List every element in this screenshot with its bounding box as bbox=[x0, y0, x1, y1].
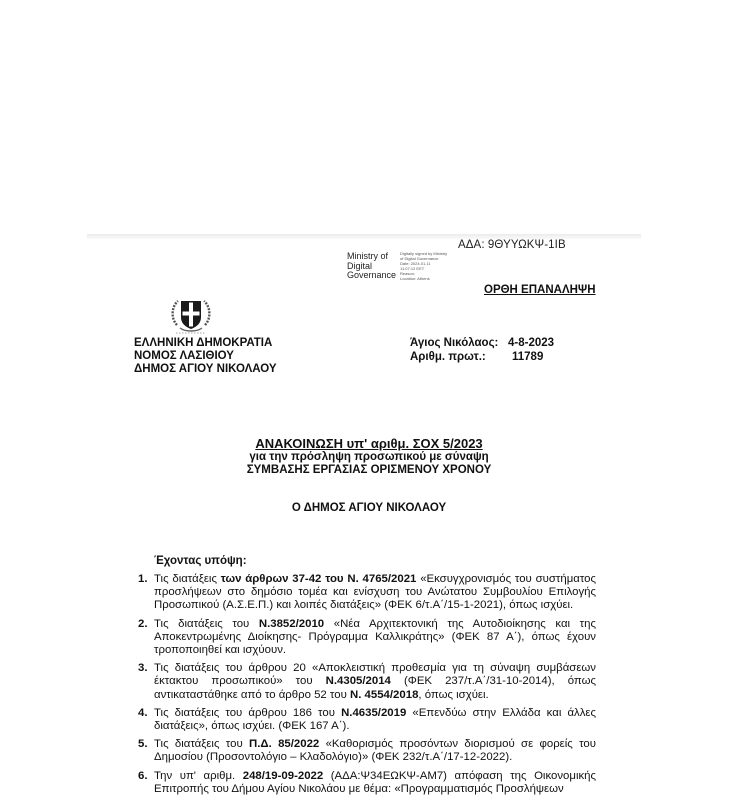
provision-text: Τις διατάξεις του bbox=[154, 617, 259, 630]
announcement-subtitle: ΣΥΜΒΑΣΗΣ ΕΡΓΑΣΙΑΣ ΟΡΙΣΜΕΝΟΥ ΧΡΟΝΟΥ bbox=[246, 463, 492, 476]
provision-number: 3. bbox=[138, 662, 148, 675]
signature-org-line: Governance bbox=[347, 270, 397, 280]
provision-number: 1. bbox=[138, 573, 148, 585]
considering-heading: Έχοντας υπόψη: bbox=[154, 555, 247, 567]
provision-item bbox=[138, 738, 596, 764]
issuer-block bbox=[134, 337, 277, 376]
announcement-heading bbox=[134, 436, 604, 476]
signature-meta-line: Digitally signed by Ministry bbox=[400, 251, 448, 256]
provision-item bbox=[138, 707, 596, 733]
provision-number: 5. bbox=[138, 738, 148, 751]
announcement-subtitle: για την πρόσληψη προσωπικού με σύναψη bbox=[249, 451, 489, 463]
signature-meta-line: Location: Athens bbox=[400, 276, 430, 281]
provision-text: (ΑΔΑ:Ψ34ΕΩΚΨ-ΑΜ7) απόφαση της Οικονομικής Επιτροπής του Δήμου Αγίου Νικολάου με θέμα: «Προγραμματισμός Προσλήψεων bbox=[154, 769, 596, 795]
provisions-list bbox=[138, 573, 596, 801]
issuer-line: ΝΟΜΟΣ ΛΑΣΙΘΙΟΥ bbox=[134, 350, 234, 362]
provision-item bbox=[138, 662, 596, 702]
provision-law-ref: Ν. 4554/2018 bbox=[350, 688, 419, 701]
provision-number: 4. bbox=[138, 706, 148, 719]
signature-meta-line: 11:07:12 EET bbox=[400, 266, 425, 271]
provision-law-ref: Ν.3852/2010 bbox=[258, 617, 325, 630]
provision-law-ref: Ν.4635/2019 bbox=[341, 706, 407, 719]
provision-text: «Καθορισμός προσόντων διορισμού σε φορείς του Δημοσίου (Προσοντολόγιο – Κλαδολόγιο)» (ΦΕΚ 232/τ.Α΄/17-12-2022). bbox=[154, 738, 596, 764]
signature-organization bbox=[347, 252, 396, 281]
place-label: Άγιος Νικόλαος: bbox=[410, 337, 499, 349]
provision-text: , όπως ισχύει. bbox=[418, 688, 489, 701]
document-date: 4-8-2023 bbox=[508, 337, 555, 349]
signature-meta-line: Reason: bbox=[400, 271, 415, 276]
place-date-block bbox=[410, 337, 554, 364]
provision-item bbox=[138, 573, 596, 613]
correction-label: ΟΡΘΗ ΕΠΑΝΑΛΗΨΗ bbox=[484, 284, 596, 296]
blank-page-area bbox=[0, 0, 743, 234]
signature-details bbox=[400, 251, 447, 281]
provision-text: Τις διατάξεις του άρθρου 186 του bbox=[154, 706, 342, 719]
signature-meta-line: Date: 2024.01.11 bbox=[400, 261, 431, 266]
ada-code: ΑΔΑ: 9ΘΥΥΩΚΨ-1ΙΒ bbox=[458, 239, 566, 251]
digital-signature[interactable] bbox=[347, 252, 447, 281]
provision-text: «Επενδύω στην Ελλάδα και άλλες διατάξεις», όπως ισχύει. (ΦΕΚ 167 Α΄). bbox=[154, 706, 597, 733]
provision-item bbox=[138, 618, 596, 658]
provision-text: «Εκσυγχρονισμός του συστήματος προσλήψεων στο δημόσιο τομέα και ενίσχυση του Ανώτατου Συμβουλίου Επιλογής Προσωπικού (Α.Σ.Ε.Π.) και λοιπές διατάξεις» (ΦΕΚ 6/τ.Α΄/15-1-2021), όπως ισχύει. bbox=[154, 573, 597, 612]
provision-text: Τις διατάξεις bbox=[154, 573, 221, 585]
provision-text: Την υπ' αριθμ. bbox=[154, 769, 243, 782]
provision-law-ref: Ν.4305/2014 bbox=[325, 675, 391, 688]
issuer-line: ΕΛΛΗΝΙΚΗ ΔΗΜΟΚΡΑΤΙΑ bbox=[134, 337, 273, 349]
municipality-heading: Ο ΔΗΜΟΣ ΑΓΙΟΥ ΝΙΚΟΛΑΟΥ bbox=[291, 502, 447, 514]
provision-text: Τις διατάξεις του bbox=[154, 738, 249, 751]
signature-meta-line: of Digital Governance bbox=[400, 256, 439, 261]
provision-number: 2. bbox=[138, 617, 148, 630]
issuer-line: ΔΗΜΟΣ ΑΓΙΟΥ ΝΙΚΟΛΑΟΥ bbox=[134, 363, 277, 375]
provision-law-ref: Π.Δ. 85/2022 bbox=[249, 738, 320, 751]
provision-text: «Νέα Αρχιτεκτονική της Αυτοδιοίκησης και της Αποκεντρωμένης Διοίκησης- Πρόγραμμα Καλλικράτης» (ΦΕΚ 87 Α΄), όπως έχουν τροποποιηθεί και ισχύουν. bbox=[154, 617, 596, 657]
provision-law-ref: των άρθρων 37-42 του Ν. 4765/2021 bbox=[220, 573, 417, 585]
provision-text: Τις διατάξεις του άρθρου 20 «Αποκλειστική προθεσμία για τη σύναψη συμβάσεων έκτακτου προσωπικού» του bbox=[154, 662, 596, 688]
protocol-label: Αριθμ. πρωτ.: bbox=[410, 350, 486, 363]
provision-law-ref: 248/19-09-2022 bbox=[242, 769, 324, 782]
signature-org-line: Ministry of bbox=[347, 251, 389, 261]
provision-text: (ΦΕΚ 237/τ.Α΄/31-10-2014), όπως αντικαταστάθηκε από το άρθρο 52 του bbox=[154, 675, 596, 701]
greek-coat-of-arms-icon bbox=[168, 295, 214, 335]
signature-org-line: Digital bbox=[347, 260, 373, 271]
announcement-title: ΑΝΑΚΟΙΝΩΣΗ υπ' αριθμ. ΣΟΧ 5/2023 bbox=[255, 436, 483, 451]
protocol-number: 11789 bbox=[512, 350, 544, 363]
provision-number: 6. bbox=[138, 769, 148, 782]
provision-item bbox=[138, 770, 596, 796]
